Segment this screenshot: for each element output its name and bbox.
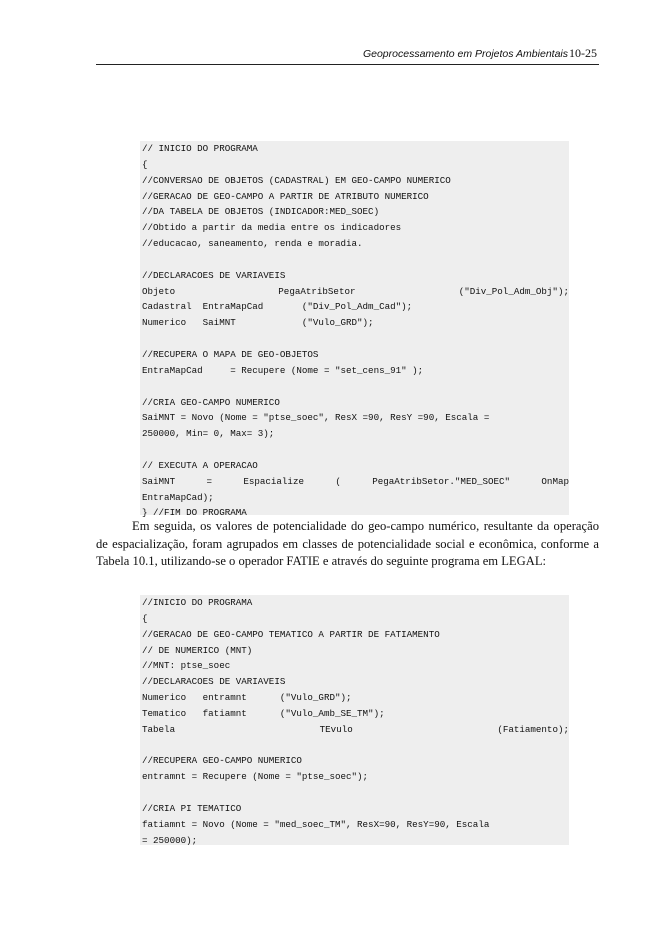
page-header: [96, 46, 599, 65]
header-title: Geoprocessamento em Projetos Ambientais: [362, 48, 568, 60]
code-line: // DE NUMERICO (MNT): [142, 644, 253, 656]
code-line: } //FIM DO PROGRAMA: [142, 507, 247, 519]
code-line: [142, 738, 569, 754]
code-block-2: [140, 595, 569, 845]
code-line: EntraMapCad);: [142, 491, 214, 503]
code-line: Tabela TEvulo (Fatiamento);: [142, 723, 569, 735]
code-line: Numerico SaiMNT ("Vulo_GRD");: [142, 317, 374, 329]
code-line: = 250000);: [142, 834, 198, 846]
body-paragraph: Em seguida, os valores de potencialidade do geo-campo numérico, resultante da operação de espacialização, foram agrupados em classes de potencialidade social e econômica, conforme a Tabela 10.1, utilizando-se o operador FATIE e através do seguinte programa em LEGAL:: [96, 519, 599, 568]
code-line: Cadastral EntraMapCad ("Div_Pol_Adm_Cad");: [142, 301, 413, 313]
code-line: 250000, Min= 0, Max= 3);: [142, 428, 275, 440]
code-line: [142, 252, 569, 268]
code-line: //RECUPERA O MAPA DE GEO-OBJETOS: [142, 348, 319, 360]
code-line: //RECUPERA GEO-CAMPO NUMERICO: [142, 755, 302, 767]
code-line: Numerico entramnt ("Vulo_GRD");: [142, 692, 352, 704]
code-line: //INICIO DO PROGRAMA: [142, 597, 253, 608]
code-line: //educacao, saneamento, renda e moradia.: [142, 238, 363, 250]
code-line: [142, 442, 569, 458]
code-line: //CRIA GEO-CAMPO NUMERICO: [142, 396, 280, 408]
code-line: {: [142, 612, 148, 624]
code-line: EntraMapCad = Recupere (Nome = "set_cens_91" );: [142, 364, 424, 376]
code-line: [142, 785, 569, 801]
code-line: // INICIO DO PROGRAMA: [142, 143, 258, 154]
code-line: //GERACAO DE GEO-CAMPO A PARTIR DE ATRIBUTO NUMERICO: [142, 190, 429, 202]
code-line: SaiMNT = Novo (Nome = "ptse_soec", ResX =90, ResY =90, Escala =: [142, 412, 490, 424]
code-block-1: [140, 141, 569, 519]
page-number: 10-25: [569, 46, 597, 60]
code-line: //MNT: ptse_soec: [142, 660, 231, 672]
code-line: [142, 379, 569, 395]
code-line: [142, 331, 569, 347]
code-line: Objeto PegaAtribSetor ("Div_Pol_Adm_Obj");: [142, 285, 569, 297]
code-line: Tematico fatiamnt ("Vulo_Amb_SE_TM");: [142, 707, 385, 719]
code-line: //CONVERSAO DE OBJETOS (CADASTRAL) EM GEO-CAMPO NUMERICO: [142, 174, 451, 186]
code-line: fatiamnt = Novo (Nome = "med_soec_TM", ResX=90, ResY=90, Escala: [142, 818, 490, 830]
header-text: [363, 46, 597, 61]
code-line: //DA TABELA DE OBJETOS (INDICADOR:MED_SOEC): [142, 206, 380, 218]
code-line: //DECLARACOES DE VARIAVEIS: [142, 676, 286, 688]
code-line: {: [142, 158, 148, 170]
code-line: //Obtido a partir da media entre os indicadores: [142, 222, 402, 234]
code-line: //CRIA PI TEMATICO: [142, 802, 242, 814]
code-line: //DECLARACOES DE VARIAVEIS: [142, 269, 286, 281]
code-line: entramnt = Recupere (Nome = "ptse_soec");: [142, 771, 369, 783]
code-line: // EXECUTA A OPERACAO: [142, 459, 258, 471]
code-line: //GERACAO DE GEO-CAMPO TEMATICO A PARTIR DE FATIAMENTO: [142, 628, 440, 640]
code-line: SaiMNT = Espacialize ( PegaAtribSetor."MED_SOEC" OnMap: [142, 475, 569, 487]
